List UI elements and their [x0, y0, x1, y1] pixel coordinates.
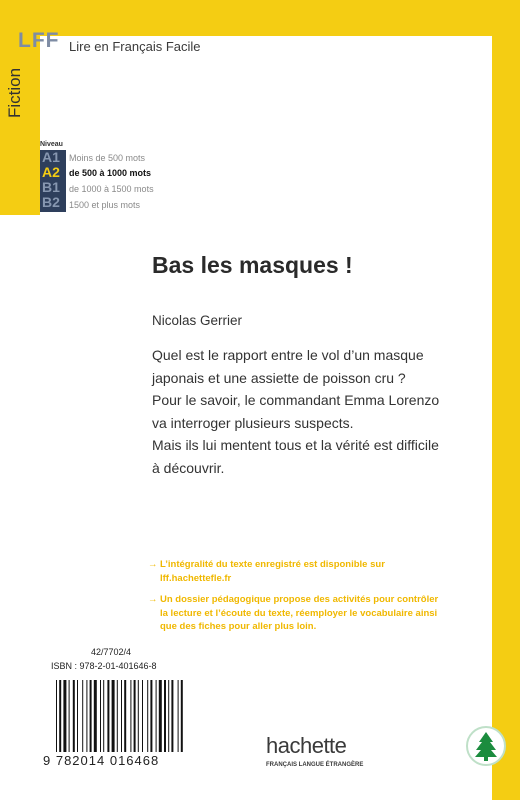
- tree-icon: [468, 728, 504, 764]
- level-desc-b1: de 1000 à 1500 mots: [69, 184, 154, 194]
- level-heading: Niveau: [40, 141, 63, 148]
- level-codes-block: [40, 150, 66, 212]
- note-line: que des fiches pour aller plus loin.: [160, 621, 317, 632]
- note-link[interactable]: lff.hachettefle.fr: [160, 572, 232, 584]
- genre-label: Fiction: [5, 67, 24, 118]
- top-yellow-band: [0, 0, 492, 36]
- product-code: 42/7702/4: [91, 647, 132, 657]
- barcode: [55, 680, 210, 752]
- publisher-logo: hachette: [266, 733, 347, 758]
- level-code-b2: B2: [42, 194, 60, 210]
- summary-line: Pour le savoir, le commandant Emma Lorenzo: [152, 392, 440, 408]
- lff-logo: LFF: [18, 29, 60, 52]
- arrow-right-icon: →: [148, 559, 158, 570]
- series-name: Lire en Français Facile: [69, 39, 201, 54]
- note-line: Un dossier pédagogique propose des activités pour contrôler: [160, 594, 439, 605]
- level-code-a1: A1: [42, 149, 60, 165]
- note-line: la lecture et l’écoute du texte, réemployer le vocabulaire ainsi: [160, 607, 438, 619]
- author-name: Nicolas Gerrier: [152, 313, 243, 328]
- level-code-b1: B1: [42, 179, 60, 195]
- arrow-right-icon: →: [148, 594, 158, 605]
- level-code-a2: A2: [42, 164, 60, 180]
- summary-line: va interroger plusieurs suspects.: [152, 414, 354, 431]
- summary-line: à découvrir.: [152, 459, 225, 476]
- eco-badge: [466, 726, 506, 766]
- barcode-digits: 9 782014 016468: [43, 753, 160, 768]
- note-line: L’intégralité du texte enregistré est disponible sur: [160, 559, 385, 570]
- note-audio: [148, 558, 488, 585]
- summary-line: Mais ils lui mentent tous et la vérité est difficile: [152, 437, 439, 453]
- book-title: Bas les masques !: [152, 252, 353, 278]
- summary: [152, 344, 472, 479]
- notes-list: [148, 558, 488, 642]
- level-desc-a1: Moins de 500 mots: [69, 153, 146, 163]
- summary-line: japonais et une assiette de poisson cru ?: [152, 369, 406, 386]
- publisher-tagline: FRANÇAIS LANGUE ÉTRANGÈRE: [266, 762, 364, 768]
- right-yellow-band: [492, 0, 520, 800]
- isbn: ISBN : 978-2-01-401646-8: [51, 661, 157, 671]
- level-desc-b2: 1500 et plus mots: [69, 200, 141, 210]
- note-dossier: [148, 593, 488, 634]
- level-desc-a2: de 500 à 1000 mots: [69, 168, 152, 178]
- summary-line: Quel est le rapport entre le vol d’un masque: [152, 347, 424, 363]
